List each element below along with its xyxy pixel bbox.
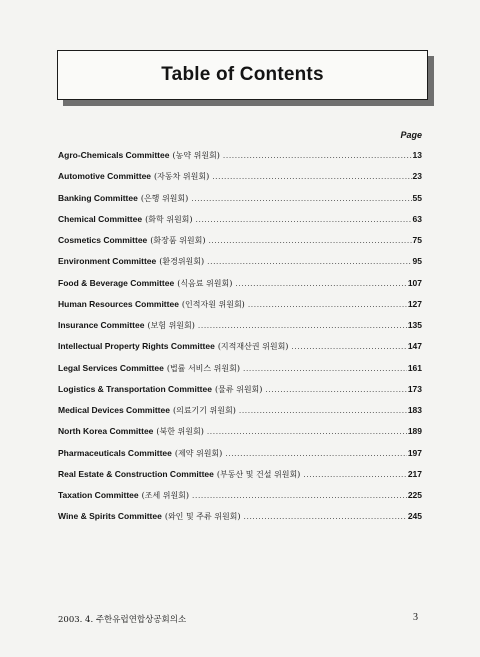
toc-entry-korean-label: (화학 위원회) xyxy=(145,214,193,224)
toc-entry-label: Wine & Spirits Committee xyxy=(58,511,162,522)
toc-entry-korean-label: (법률 서비스 위원회) xyxy=(166,363,240,373)
toc-entry-label: Chemical Committee xyxy=(58,213,143,224)
toc-entry-page-number: 173 xyxy=(407,383,422,394)
toc-entry-label: Taxation Committee xyxy=(58,490,139,500)
toc-entry-korean-label: (농약 위원회) xyxy=(172,151,220,160)
toc-entry-label: Environment Committee xyxy=(58,256,157,267)
toc-entry-label: Pharmaceuticals Committee xyxy=(58,447,172,458)
toc-dot-leader xyxy=(192,490,407,500)
toc-entry xyxy=(58,405,422,426)
toc-entry-korean-label: (은행 위원회) xyxy=(140,193,189,203)
footer-date-publisher: 2003. 4. 주한유럽연합상공회의소 xyxy=(58,615,187,625)
toc-entry-korean-label: (식음료 위원회) xyxy=(177,278,233,288)
toc-entry xyxy=(58,384,422,405)
toc-entry xyxy=(58,256,422,277)
toc-entry xyxy=(58,320,422,341)
toc-entry-korean-label: (보험 위원회) xyxy=(147,321,195,330)
toc-entry xyxy=(58,511,422,532)
toc-dot-leader xyxy=(239,405,407,415)
toc-dot-leader xyxy=(223,150,412,160)
title-shadow xyxy=(63,100,434,106)
toc-entry xyxy=(58,469,422,490)
toc-entry-korean-label: (환경위원회) xyxy=(159,257,205,267)
page-column-header: Page xyxy=(400,130,422,140)
toc-entry xyxy=(58,278,422,299)
toc-entry-korean-label: (인적자원 위원회) xyxy=(181,299,245,309)
toc-dot-leader xyxy=(265,384,406,394)
title-shadow xyxy=(428,56,434,106)
toc-entry-korean-label: (자동차 위원회) xyxy=(154,172,210,182)
toc-dot-leader xyxy=(291,341,406,351)
toc-entry-page-number: 245 xyxy=(407,511,422,522)
toc-entry xyxy=(58,363,422,384)
toc-entry-page-number: 147 xyxy=(407,341,422,352)
toc-entry-page-number: 217 xyxy=(407,468,422,479)
toc-entry-label: Automotive Committee xyxy=(58,171,152,182)
title-block xyxy=(57,50,428,100)
toc-entry-page-number: 75 xyxy=(412,235,422,245)
toc-dot-leader xyxy=(198,320,407,330)
toc-entry xyxy=(58,341,422,362)
toc-dot-leader xyxy=(244,511,407,521)
toc-entry-page-number: 197 xyxy=(407,447,422,458)
toc-dot-leader xyxy=(208,235,411,245)
toc-entry-label: Intellectual Property Rights Committee xyxy=(58,341,215,352)
toc-entry-page-number: 161 xyxy=(407,362,422,373)
toc-dot-leader xyxy=(212,171,411,181)
toc-dot-leader xyxy=(225,448,407,458)
toc-entry-page-number: 13 xyxy=(412,150,422,160)
toc-dot-leader xyxy=(248,299,407,309)
toc-dot-leader xyxy=(191,193,411,203)
toc-entry-page-number: 183 xyxy=(407,405,422,415)
toc-entry xyxy=(58,193,422,214)
toc-entry xyxy=(58,299,422,320)
toc-entry-label: Logistics & Transportation Committee xyxy=(58,383,212,394)
toc-entry-label: Agro-Chemicals Committee xyxy=(58,150,170,160)
toc-entry xyxy=(58,150,422,171)
toc-entry xyxy=(58,214,422,235)
toc-dot-leader xyxy=(207,256,411,266)
toc-entry-korean-label: (화장품 위원회) xyxy=(150,236,206,245)
toc-entry-label: Human Resources Committee xyxy=(58,298,179,309)
toc-entry-korean-label: (의료기기 위원회) xyxy=(172,406,236,415)
toc-entry-page-number: 55 xyxy=(412,192,422,203)
toc-dot-leader xyxy=(243,363,407,373)
toc-entry-label: Real Estate & Construction Committee xyxy=(58,468,214,479)
toc-entry-page-number: 135 xyxy=(407,320,422,330)
title-box xyxy=(57,50,428,100)
toc-entry-korean-label: (북한 위원회) xyxy=(156,427,204,437)
footer-page-number: 3 xyxy=(413,612,418,623)
toc-dot-leader xyxy=(303,469,407,479)
toc-entry-label: Food & Beverage Committee xyxy=(58,277,175,288)
toc-entry xyxy=(58,235,422,256)
toc-entry-label: Legal Services Committee xyxy=(58,362,164,373)
toc-entry-label: Insurance Committee xyxy=(58,320,145,330)
toc-entry-label: Banking Committee xyxy=(58,192,138,203)
toc-entry-page-number: 189 xyxy=(407,426,422,437)
toc-dot-leader xyxy=(207,426,407,436)
toc-entry xyxy=(58,171,422,192)
toc-entry-page-number: 63 xyxy=(412,213,422,224)
toc-entry-page-number: 23 xyxy=(412,171,422,182)
toc-entry-page-number: 95 xyxy=(412,256,422,267)
toc-list xyxy=(58,150,422,533)
toc-entry xyxy=(58,448,422,469)
toc-entry-korean-label: (부동산 및 건설 위원회) xyxy=(216,469,301,479)
toc-entry-page-number: 225 xyxy=(407,490,422,500)
toc-dot-leader xyxy=(196,214,412,224)
page-title: Table of Contents xyxy=(161,64,324,85)
toc-entry-korean-label: (조세 위원회) xyxy=(141,491,190,500)
toc-entry-page-number: 127 xyxy=(407,298,422,309)
toc-entry xyxy=(58,490,422,511)
toc-entry xyxy=(58,426,422,447)
toc-entry-korean-label: (지적재산권 위원회) xyxy=(217,342,289,352)
toc-entry-label: North Korea Committee xyxy=(58,426,154,437)
toc-entry-korean-label: (제약 위원회) xyxy=(174,448,223,458)
toc-entry-korean-label: (와인 및 주류 위원회) xyxy=(164,512,241,522)
toc-entry-label: Cosmetics Committee xyxy=(58,235,148,245)
toc-dot-leader xyxy=(235,278,406,288)
toc-entry-label: Medical Devices Committee xyxy=(58,405,170,415)
toc-entry-korean-label: (물류 위원회) xyxy=(214,384,263,394)
toc-entry-page-number: 107 xyxy=(407,277,422,288)
